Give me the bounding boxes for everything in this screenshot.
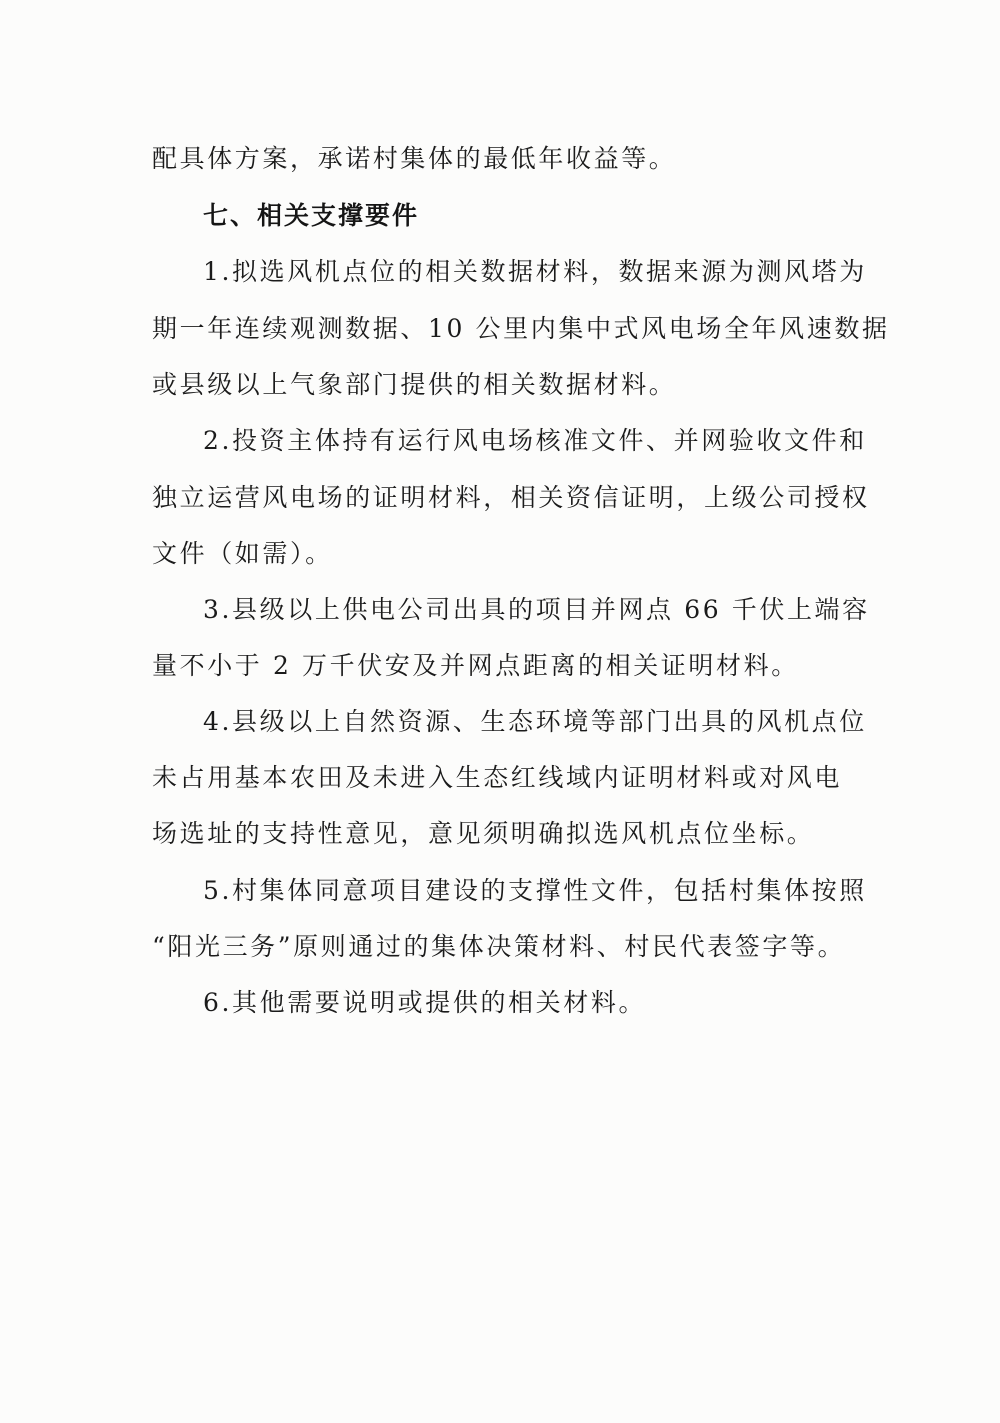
continuation-line: 配具体方案，承诺村集体的最低年收益等。 xyxy=(152,144,677,173)
item-5-line-1: 5.村集体同意项目建设的支撑性文件，包括村集体按照 xyxy=(203,876,867,905)
item-2-line-1: 2.投资主体持有运行风电场核准文件、并网验收文件和 xyxy=(203,426,867,455)
item-3-line-1: 3.县级以上供电公司出具的项目并网点 66 千伏上端容 xyxy=(203,595,870,624)
item-5-line-2: “阳光三务”原则通过的集体决策材料、村民代表签字等。 xyxy=(152,932,846,961)
item-4-line-2: 未占用基本农田及未进入生态红线域内证明材料或对风电 xyxy=(152,763,843,792)
item-4-line-1: 4.县级以上自然资源、生态环境等部门出具的风机点位 xyxy=(203,707,867,736)
item-2-line-2: 独立运营风电场的证明材料，相关资信证明，上级公司授权 xyxy=(152,483,870,512)
item-4-line-3: 场选址的支持性意见，意见须明确拟选风机点位坐标。 xyxy=(152,819,815,848)
item-6-line-1: 6.其他需要说明或提供的相关材料。 xyxy=(203,988,647,1017)
item-1-line-1: 1.拟选风机点位的相关数据材料，数据来源为测风塔为 xyxy=(203,257,867,286)
item-2-line-3: 文件（如需）。 xyxy=(152,539,333,568)
section-heading: 七、相关支撑要件 xyxy=(203,201,420,230)
item-1-line-2: 期一年连续观测数据、10 公里内集中式风电场全年风速数据 xyxy=(152,314,890,343)
item-1-line-3: 或县级以上气象部门提供的相关数据材料。 xyxy=(152,370,677,399)
item-3-line-2: 量不小于 2 万千伏安及并网点距离的相关证明材料。 xyxy=(152,651,799,680)
